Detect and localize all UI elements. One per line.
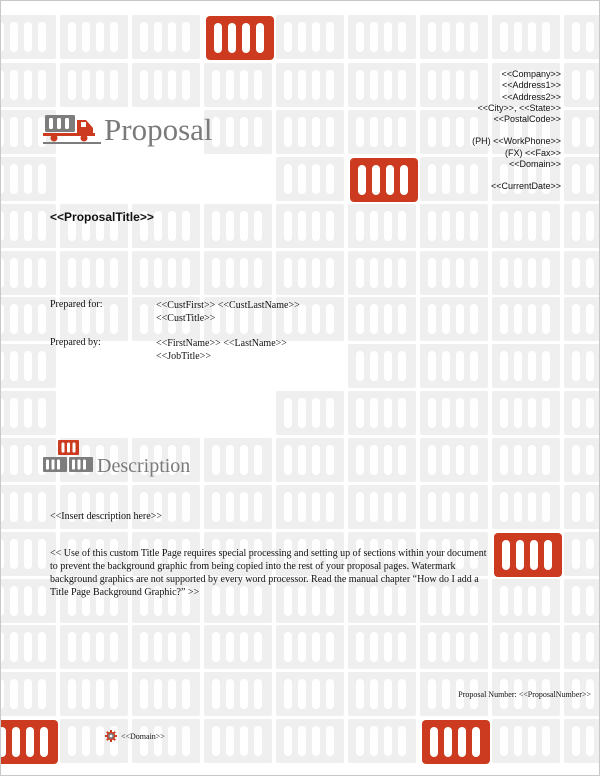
fax-number: (FX) <<Fax>>	[504, 147, 561, 158]
background-tile	[492, 719, 560, 763]
background-tile	[276, 157, 344, 201]
background-tile	[276, 672, 344, 716]
background-tile	[564, 625, 600, 669]
background-tile	[132, 719, 200, 763]
background-tile	[564, 438, 600, 482]
background-tile	[1, 63, 56, 107]
prepared-for-name: <<CustFirst>> <<CustLastName>>	[156, 300, 300, 311]
background-tile	[1, 344, 56, 388]
background-tile	[204, 719, 272, 763]
background-tile	[348, 297, 416, 341]
background-tile	[132, 63, 200, 107]
red-container-tile	[422, 720, 490, 764]
background-tile	[492, 625, 560, 669]
background-tile	[492, 15, 560, 59]
background-tile	[204, 110, 272, 154]
prepared-by-label: Prepared by:	[50, 337, 101, 348]
background-tile	[420, 297, 488, 341]
red-container-tile	[350, 158, 418, 202]
background-tile	[420, 251, 488, 295]
background-tile	[348, 719, 416, 763]
background-tile	[420, 625, 488, 669]
red-container-tile	[494, 533, 562, 577]
background-tile	[348, 625, 416, 669]
background-tile	[492, 204, 560, 248]
background-tile	[60, 15, 128, 59]
background-tile	[492, 344, 560, 388]
background-tile	[276, 204, 344, 248]
background-tile	[276, 251, 344, 295]
address-line-2: <<Address2>>	[501, 91, 561, 102]
city-state: <<City>>, <<State>>	[477, 102, 561, 113]
background-tile	[132, 15, 200, 59]
background-tile	[276, 110, 344, 154]
background-tile	[492, 391, 560, 435]
proposal-heading: Proposal	[104, 112, 213, 147]
prepared-by-title: <<JobTitle>>	[156, 351, 211, 362]
background-tile	[348, 672, 416, 716]
background-tile	[1, 532, 56, 576]
background-tile	[60, 719, 128, 763]
background-tile	[276, 625, 344, 669]
company-name: <<Company>>	[501, 69, 561, 79]
background-tile	[420, 485, 488, 529]
background-tile	[204, 251, 272, 295]
background-tile	[276, 485, 344, 529]
truck-icon	[43, 112, 101, 144]
red-container-tile	[206, 16, 274, 60]
gear-icon	[105, 730, 117, 742]
background-tile	[564, 579, 600, 623]
background-tile	[1, 251, 56, 295]
background-tile	[564, 251, 600, 295]
background-tile	[348, 204, 416, 248]
background-tile	[492, 485, 560, 529]
company-domain: <<Domain>>	[508, 159, 561, 170]
container-stack-icon	[43, 439, 95, 475]
background-tile	[204, 485, 272, 529]
prepared-for-label: Prepared for:	[50, 299, 103, 310]
background-tile	[60, 625, 128, 669]
background-tile	[564, 719, 600, 763]
title-page-note: << Use of this custom Title Page requires special processing and setting up of sections within your document to prevent the background graphic from being copied into the rest of your proposal pages. Watermark background graphics are not supported by every word processor. Read the manual chapter “How do I add a Title Page Background Graphic?” >>	[50, 548, 487, 598]
background-tile	[420, 204, 488, 248]
prepared-for-title: <<CustTitle>>	[156, 313, 216, 324]
company-address-block	[472, 69, 561, 193]
background-tile	[564, 110, 600, 154]
current-date: <<CurrentDate>>	[490, 181, 561, 192]
description-heading: Description	[97, 455, 191, 477]
footer-domain: <<Domain>>	[121, 732, 165, 741]
red-container-tile	[1, 720, 58, 764]
background-tile	[60, 63, 128, 107]
background-tile	[492, 579, 560, 623]
background-tile	[276, 719, 344, 763]
background-tile	[1, 297, 56, 341]
background-tile	[492, 297, 560, 341]
background-tile	[204, 625, 272, 669]
background-tile	[420, 438, 488, 482]
background-tile	[1, 672, 56, 716]
background-tile	[492, 438, 560, 482]
background-tile	[276, 438, 344, 482]
background-tile	[564, 532, 600, 576]
background-tile	[132, 672, 200, 716]
background-tile	[564, 157, 600, 201]
background-tile	[276, 15, 344, 59]
background-tile	[348, 15, 416, 59]
background-tile	[564, 297, 600, 341]
address-line-1: <<Address1>>	[501, 80, 561, 91]
background-tile	[420, 391, 488, 435]
background-tile	[1, 391, 56, 435]
background-tile	[420, 15, 488, 59]
background-tile	[564, 391, 600, 435]
background-tile	[276, 63, 344, 107]
background-tile	[204, 204, 272, 248]
background-tile	[204, 63, 272, 107]
background-tile	[1, 579, 56, 623]
background-tile	[348, 63, 416, 107]
background-tile	[132, 625, 200, 669]
prepared-by-name: <<FirstName>> <<LastName>>	[156, 338, 287, 349]
background-tile	[1, 485, 56, 529]
background-tile	[564, 344, 600, 388]
background-tile	[564, 63, 600, 107]
background-tile	[348, 485, 416, 529]
background-tile	[1, 204, 56, 248]
description-placeholder: <<Insert description here>>	[50, 511, 162, 522]
background-tile	[204, 438, 272, 482]
background-tile	[1, 625, 56, 669]
background-tile	[1, 157, 56, 201]
background-tile	[420, 344, 488, 388]
background-tile	[132, 251, 200, 295]
background-tile	[348, 391, 416, 435]
background-tile	[348, 438, 416, 482]
background-tile	[348, 251, 416, 295]
background-tile	[1, 15, 56, 59]
work-phone: (PH) <<WorkPhone>>	[472, 136, 561, 147]
background-tile	[276, 391, 344, 435]
background-tile	[564, 204, 600, 248]
background-tile	[564, 15, 600, 59]
background-tile	[60, 251, 128, 295]
proposal-number: Proposal Number: <<ProposalNumber>>	[458, 690, 591, 699]
postal-code: <<PostalCode>>	[493, 114, 561, 125]
background-tile	[348, 110, 416, 154]
background-tile	[204, 672, 272, 716]
background-tile	[348, 344, 416, 388]
background-tile	[60, 672, 128, 716]
background-tile	[564, 485, 600, 529]
proposal-title: <<ProposalTitle>>	[50, 210, 154, 224]
background-tile	[492, 251, 560, 295]
